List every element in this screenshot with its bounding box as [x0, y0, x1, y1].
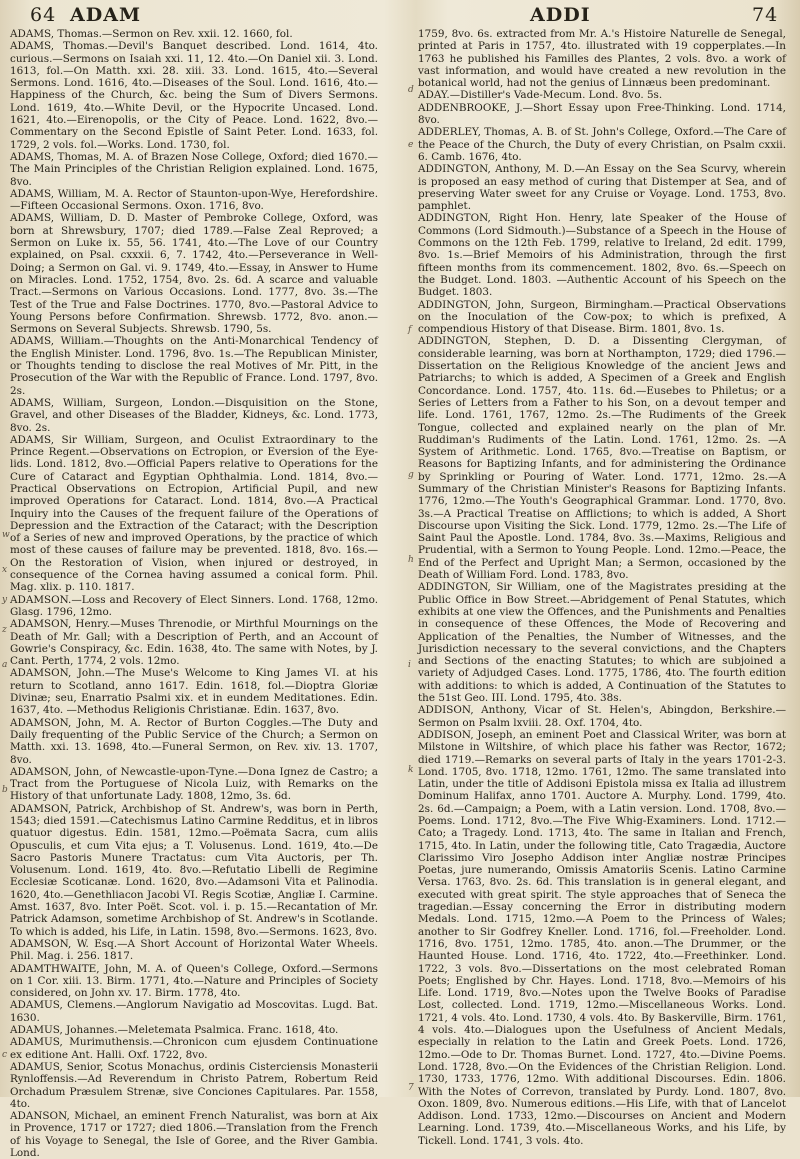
signature-mark: h [408, 555, 414, 565]
bibliography-entry: ADDINGTON, Stephen, D. D. a Dissenting Clergyman, of considerable learning, was born at Northampton, 1729; died 1796.—Dissertation on the Religious Knowledge of the ancient Jews and Patriarchs; to which is added, A Specimen of a Greek and English Concordance. Lond. 1757, 4to. 11s. 6d.—Eusebes to Philetus; or a Series of Letters from a Father to his Son, on a devout temper and life. Lond. 1761, 1767, 12mo. 2s.—The Rudiments of the Greek Tongue, collected and explained nearly on the plan of Mr. Ruddiman's Rudiments of the Latin. Lond. 1761, 12mo. 2s. —A System of Arithmetic. Lond. 1765, 8vo.—Treatise on Baptism, or Reasons for Baptizing Infants, and for administering the Ordinance by Sprinkling or Pouring of Water. Lond. 1771, 12mo. 2s.—A Summary of the Christian Minister's Reasons for Baptizing Infants. 1776, 12mo.—The Youth's Geographical Grammar. Lond. 1770, 8vo. 3s.—A Practical Treatise on Afflictions; to which is added, A Short Discourse upon Visiting the Sick. Lond. 1779, 12mo. 2s.—The Life of Saint Paul the Apostle. Lond. 1784, 8vo. 3s.—Maxims, Religious and Prudential, with a Sermon to Young People. Lond. 12mo.—Peace, the End of the Perfect and Upright Man; a Sermon, occasioned by the Death of William Ford. Lond. 1783, 8vo. [418, 335, 786, 582]
bibliography-entry: ADANSON, Michael, an eminent French Naturalist, was born at Aix in Provence, 1717 or 1727; died 1806.—Translation from the French of his Voyage to Senegal, the Isle of Goree, and the River Gambia. Lond. [10, 1110, 378, 1159]
bibliography-entry: ADAMS, William.—Thoughts on the Anti-Monarchical Tendency of the English Minister. Lond. 1796, 8vo. 1s.—The Republican Minister, or Thoughts tending to disclose the real Motives of Mr. Pitt, in the Prosecution of the War with the Republic of France. Lond. 1797, 8vo. 2s. [10, 335, 378, 397]
bibliography-entry: ADDISON, Joseph, an eminent Poet and Classical Writer, was born at Milstone in Wiltshire, of which place his father was Rector, 1672; died 1719.—Remarks on several parts of Italy in the years 1701-2-3. Lond. 1705, 8vo. 1718, 12mo. 1761, 12mo. The same translated into Latin, under the title of Addisoni Epistola missa ex Italia ad illustrem Dominum Halifax, anno 1701. Auctore A. Murphy. Lond. 1799, 4to. 2s. 6d.—Campaign; a Poem, with a Latin version. Lond. 1708, 8vo.—Poems. Lond. 1712, 8vo.—The Five Whig-Examiners. Lond. 1712.—Cato; a Tragedy. Lond. 1713, 4to. The same in Italian and French, 1715, 4to. In Latin, under the following title, Cato Tragædia, Auctore Clarissimo Viro Josepho Addison inter Angliæ nostræ Principes Poetas, jure numerando, Omissis Amatoriis Scenis. Latino Carmine Versa. 1763, 8vo. 2s. 6d. This translation is in general elegant, and executed with great spirit. The style approaches that of Seneca the tragedian.—Essay concerning the Error in distributing modern Medals. Lond. 1715, 12mo.—A Poem to the Princess of Wales; another to Sir Godfrey Kneller. Lond. 1716, fol.—Freeholder. Lond. 1716, 8vo. 1751, 12mo. 1785, 4to. anon.—The Drummer, or the Haunted House. Lond. 1716, 4to. 1722, 4to.—Freethinker. Lond. 1722, 3 vols. 8vo.—Dissertations on the most celebrated Roman Poets; Englished by Chr. Hayes. Lond. 1718, 8vo.—Memoirs of his Life. Lond. 1719, 8vo.—Notes upon the Twelve Books of Paradise Lost, collected. Lond. 1719, 12mo.—Miscellaneous Works. Lond. 1721, 4 vols. 4to. Lond. 1730, 4 vols. 4to. By Baskerville, Birm. 1761, 4 vols. 4to.—Dialogues upon the Usefulness of Ancient Medals, especially in relation to the Latin and Greek Poets. Lond. 1726, 12mo.—Ode to Dr. Thomas Burnet. Lond. 1727, 4to.—Divine Poems. Lond. 1728, 8vo.—On the Evidences of the Christian Religion. Lond. 1730, 1733, 1776, 12mo. With additional Discourses. Edin. 1806. With the Notes of Correvon, translated by Purdy. Lond. 1807, 8vo. Oxon. 1809, 8vo. Numerous editions.—His Life, with that of Lancelot Addison. Lond. 1733, 12mo.—Discourses on Ancient and Modern Learning. Lond. 1739, 4to.—Miscellaneous Works, and his Life, by Tickell. Lond. 1741, 3 vols. 4to. [418, 728, 786, 1147]
bibliography-entry: ADAMUS, Senior, Scotus Monachus, ordinis Cisterciensis Monasterii Rynloffensis.—Ad Reverendum in Christo Patrem, Robertum Reid Orchadum Præsulem Strenæ, sive Conciones Capitulares. Par. 1558, 4to. [10, 1060, 378, 1110]
bibliography-entry: ADAMS, Thomas.—Devil's Banquet described. Lond. 1614, 4to. curious.—Sermons on Isaiah xxi. 11, 12. 4to.—On Daniel xii. 3. Lond. 1613, fol.—On Matth. xxi. 28. xiii. 33. Lond. 1615, 4to.—Several Sermons. Lond. 1616, 4to.—Diseases of the Soul. Lond. 1616, 4to.—Happiness of the Church, &c. being the Sum of Divers Sermons. Lond. 1619, 4to.—White Devil, or the Hypocrite Uncased. Lond. 1621, 4to.—Eirenopolis, or the City of Peace. Lond. 1622, 8vo.—Commentary on the Second Epistle of Saint Peter. Lond. 1633, fol. 1729, 2 vols. fol.—Works. Lond. 1730, fol. [10, 40, 378, 151]
bibliography-entry: ADDINGTON, Right Hon. Henry, late Speaker of the House of Commons (Lord Sidmouth.)—Substance of a Speech in the House of Commons on the 12th Feb. 1799, relative to Ireland, 2d edit. 1799, 8vo. 1s.—Brief Memoirs of his Administration, through the first fifteen months from its commencement. 1802, 8vo. 6s.—Speech on the Budget. Lond. 1803. —Authentic Account of his Speech on the Budget. 1803. [418, 212, 786, 299]
bibliography-entry: ADDINGTON, John, Surgeon, Birmingham.—Practical Observations on the Inoculation of the Cow-pox; to which is prefixed, A compendious History of that Disease. Birm. 1801, 8vo. 1s. [418, 298, 786, 336]
bibliography-entry: ADDINGTON, Sir William, one of the Magistrates presiding at the Public Office in Bow Street.—Abridgement of Penal Statutes, which exhibits at one view the Offences, and the Punishments and Penalties in consequence of these Offences, the Mode of Recovering and Application of the Penalties, the Number of Witnesses, and the Jurisdiction necessary to the several convictions, and the Chapters and Sections of the enacting Statutes; to which are subjoined a variety of Adjudged Cases. Lond. 1775, 1786, 4to. The fourth edition with additions: to which is added, A Continuation of the Statutes to the 51st Geo. III. Lond. 1795, 4to. 38s. [418, 581, 786, 705]
bibliography-entry: ADAMSON.—Loss and Recovery of Elect Sinners. Lond. 1768, 12mo. Glasg. 1796, 12mo. [10, 593, 378, 618]
signature-mark: k [408, 765, 414, 775]
signature-mark: i [408, 660, 411, 670]
bibliography-entry: ADAMUS, Clemens.—Anglorum Navigatio ad Moscovitas. Lugd. Bat. 1630. [10, 999, 378, 1024]
signature-mark: z [2, 625, 7, 635]
bibliography-entry: ADAMTHWAITE, John, M. A. of Queen's College, Oxford.—Sermons on 1 Cor. xiii. 13. Birm. 1771, 4to.—Nature and Principles of Society considered, on John xv. 17. Birm. 1778, 4to. [10, 962, 378, 1000]
running-head-left: ADAM [70, 4, 141, 26]
signature-mark: d [408, 85, 414, 95]
bibliography-entry: ADAMSON, Henry.—Muses Threnodie, or Mirthful Mournings on the Death of Mr. Gall; with a Description of Perth, and an Account of Gowrie's Conspiracy, &c. Edin. 1638, 4to. The same with Notes, by J. Cant. Perth, 1774, 2 vols. 12mo. [10, 618, 378, 668]
bibliography-entry: ADAMS, William, Surgeon, London.—Disquisition on the Stone, Gravel, and other Diseases of the Bladder, Kidneys, &c. Lond. 1773, 8vo. 2s. [10, 396, 378, 434]
bibliography-entry: ADDERLEY, Thomas, A. B. of St. John's College, Oxford.—The Care of the Peace of the Church, the Duty of every Christian, on Psalm cxxii. 6. Camb. 1676, 4to. [418, 126, 786, 163]
bibliography-entry: ADAMS, William, D. D. Master of Pembroke College, Oxford, was born at Shrewsbury, 1707; died 1789.—False Zeal Reproved; a Sermon on Luke ix. 55, 56. 1741, 4to.—The Love of our Country explained, on Psal. cxxxii. 6, 7. 1742, 4to.—Perseverance in Well-Doing; a Sermon on Gal. vi. 9. 1749, 4to.—Essay, in Answer to Hume on Miracles. Lond. 1752, 1754, 8vo. 2s. 6d. A scarce and valuable Tract.—Sermons on Various Occasions. Lond. 1777, 8vo. 3s.—The Test of the True and False Doctrines. 1770, 8vo.—Pastoral Advice to Young Persons before Confirmation. Shrewsb. 1772, 8vo. anon.—Sermons on Several Subjects. Shrewsb. 1790, 5s. [10, 212, 378, 336]
bibliography-entry: ADAMSON, John, M. A. Rector of Burton Coggles.—The Duty and Daily frequenting of the Public Service of the Church; a Sermon on Matth. xxi. 13. 1698, 4to.—Funeral Sermon, on Rev. xiv. 13. 1707, 8vo. [10, 716, 378, 766]
bibliography-entry: ADAMS, Thomas, M. A. of Brazen Nose College, Oxford; died 1670.—The Main Principles of the Christian Religion explained. Lond. 1675, 8vo. [10, 150, 378, 188]
signature-mark: e [408, 140, 414, 150]
bibliography-entry: ADAMUS, Murimuthensis.—Chronicon cum ejusdem Continuatione ex editione Ant. Halli. Oxf. 1722, 8vo. [10, 1036, 378, 1061]
bibliography-entry: ADDENBROOKE, J.—Short Essay upon Free-Thinking. Lond. 1714, 8vo. [418, 101, 786, 127]
signature-mark: g [408, 470, 414, 480]
bibliography-entry: ADAMSON, John, of Newcastle-upon-Tyne.—Dona Ignez de Castro; a Tract from the Portuguese of Nicola Luiz, with Remarks on the History of that unfortunate Lady. 1808, 12mo, 3s. 6d. [10, 765, 378, 803]
bibliography-entry: ADAMS, Thomas.—Sermon on Rev. xxii. 12. 1660, fol. [10, 28, 293, 40]
bibliography-entry: ADAMSON, John.—The Muse's Welcome to King James VI. at his return to Scotland, anno 1617. Edin. 1618, fol.—Dioptra Gloriæ Divinæ; seu, Enarratio Psalmi xix. et in eundem Meditationes. Edin. 1637, 4to. —Methodus Religionis Christianæ. Edin. 1637, 8vo. [10, 667, 378, 717]
bibliography-entry: ADAMSON, W. Esq.—A Short Account of Horizontal Water Wheels. Phil. Mag. i. 256. 1817. [10, 937, 378, 963]
left-column [10, 28, 378, 1159]
signature-mark: 7 [408, 1083, 414, 1093]
bibliography-entry: ADAMS, William, M. A. Rector of Staunton-upon-Wye, Herefordshire.—Fifteen Occasional Sermons. Oxon. 1716, 8vo. [10, 187, 378, 213]
signature-mark: y [2, 595, 8, 605]
signature-mark: a [2, 660, 8, 670]
bibliography-entry: ADAMUS, Johannes.—Meletemata Psalmica. Franc. 1618, 4to. [10, 1024, 339, 1037]
bibliography-entry: ADAY.—Distiller's Vade-Mecum. Lond. 8vo. 5s. [418, 89, 663, 102]
right-column [418, 28, 786, 1147]
page-number-left: 64 [30, 4, 57, 26]
bibliography-entry: ADDISON, Anthony, Vicar of St. Helen's, Abingdon, Berkshire.—Sermon on Psalm lxviii. 28. Oxf. 1704, 4to. [418, 704, 786, 729]
page-number-right: 74 [752, 4, 779, 26]
signature-mark: c [2, 1050, 8, 1060]
signature-mark: x [2, 565, 8, 575]
signature-mark: f [408, 325, 412, 335]
running-head-right: ADDI [530, 4, 591, 26]
bibliography-entry: ADAMS, Sir William, Surgeon, and Oculist Extraordinary to the Prince Regent.—Observations on Ectropion, or Eversion of the Eye-lids. Lond. 1812, 8vo.—Official Papers relative to Operations for the Cure of Cataract and Egyptian Ophthalmia. Lond. 1814, 8vo.—Practical Observations on Ectropion, Artificial Pupil, and new improved Operations for Cataract. Lond. 1814, 8vo.—A Practical Inquiry into the Causes of the frequent failure of the Operations of Depression and the Extraction of the Cataract; with the Description of a Series of new and improved Operations, by the practice of which most of these causes of failure may be prevented. 1818, 8vo. 16s.—On the Restoration of Vision, when injured or destroyed, in consequence of the Cornea having assumed a conical form. Phil. Mag. xlix. p. 110. 1817. [10, 433, 378, 594]
signature-mark: w [2, 530, 10, 540]
signature-mark: b [2, 785, 8, 795]
bibliography-entry: 1759, 8vo. 6s. extracted from Mr. A.'s Histoire Naturelle de Senegal, printed at Paris in 1757, 4to. illustrated with 19 copperplates.—In 1763 he published his Familles des Plantes, 2 vols. 8vo. a work of vast information, and would have created a new revolution in the botanical world, had not the genius of Linnæus been predominant. [418, 28, 786, 90]
bibliography-entry: ADAMSON, Patrick, Archbishop of St. Andrew's, was born in Perth, 1543; died 1591.—Catechismus Latino Carmine Redditus, et in libros quatuor digestus. Edin. 1581, 12mo.—Poëmata Sacra, cum aliis Opusculis, et cum Vita ejus; a T. Volusenus. Lond. 1619, 4to.—De Sacro Pastoris Munere Tractatus: cum Vita Auctoris, per Th. Volusenum. Lond. 1619, 4to. 8vo.—Refutatio Libelli de Regimine Ecclesiæ Scoticanæ. Lond. 1620, 8vo.—Adamsoni Vita et Palinodia. 1620, 4to.—Genethliacon Jacobi VI. Regis Scotiæ, Angliæ I. Carmine. Amst. 1637, 8vo. Inter Poët. Scot. vol. i. p. 15.—Recantation of Mr. Patrick Adamson, sometime Archbishop of St. Andrew's in Scotlande. To which is added, his Life, in Latin. 1598, 8vo.—Sermons. 1623, 8vo. [10, 802, 378, 938]
bibliography-entry: ADDINGTON, Anthony, M. D.—An Essay on the Sea Scurvy, wherein is proposed an easy method of curing that Distemper at Sea, and of preserving Water sweet for any Cruise or Voyage. Lond. 1753, 8vo. pamphlet. [418, 163, 786, 213]
